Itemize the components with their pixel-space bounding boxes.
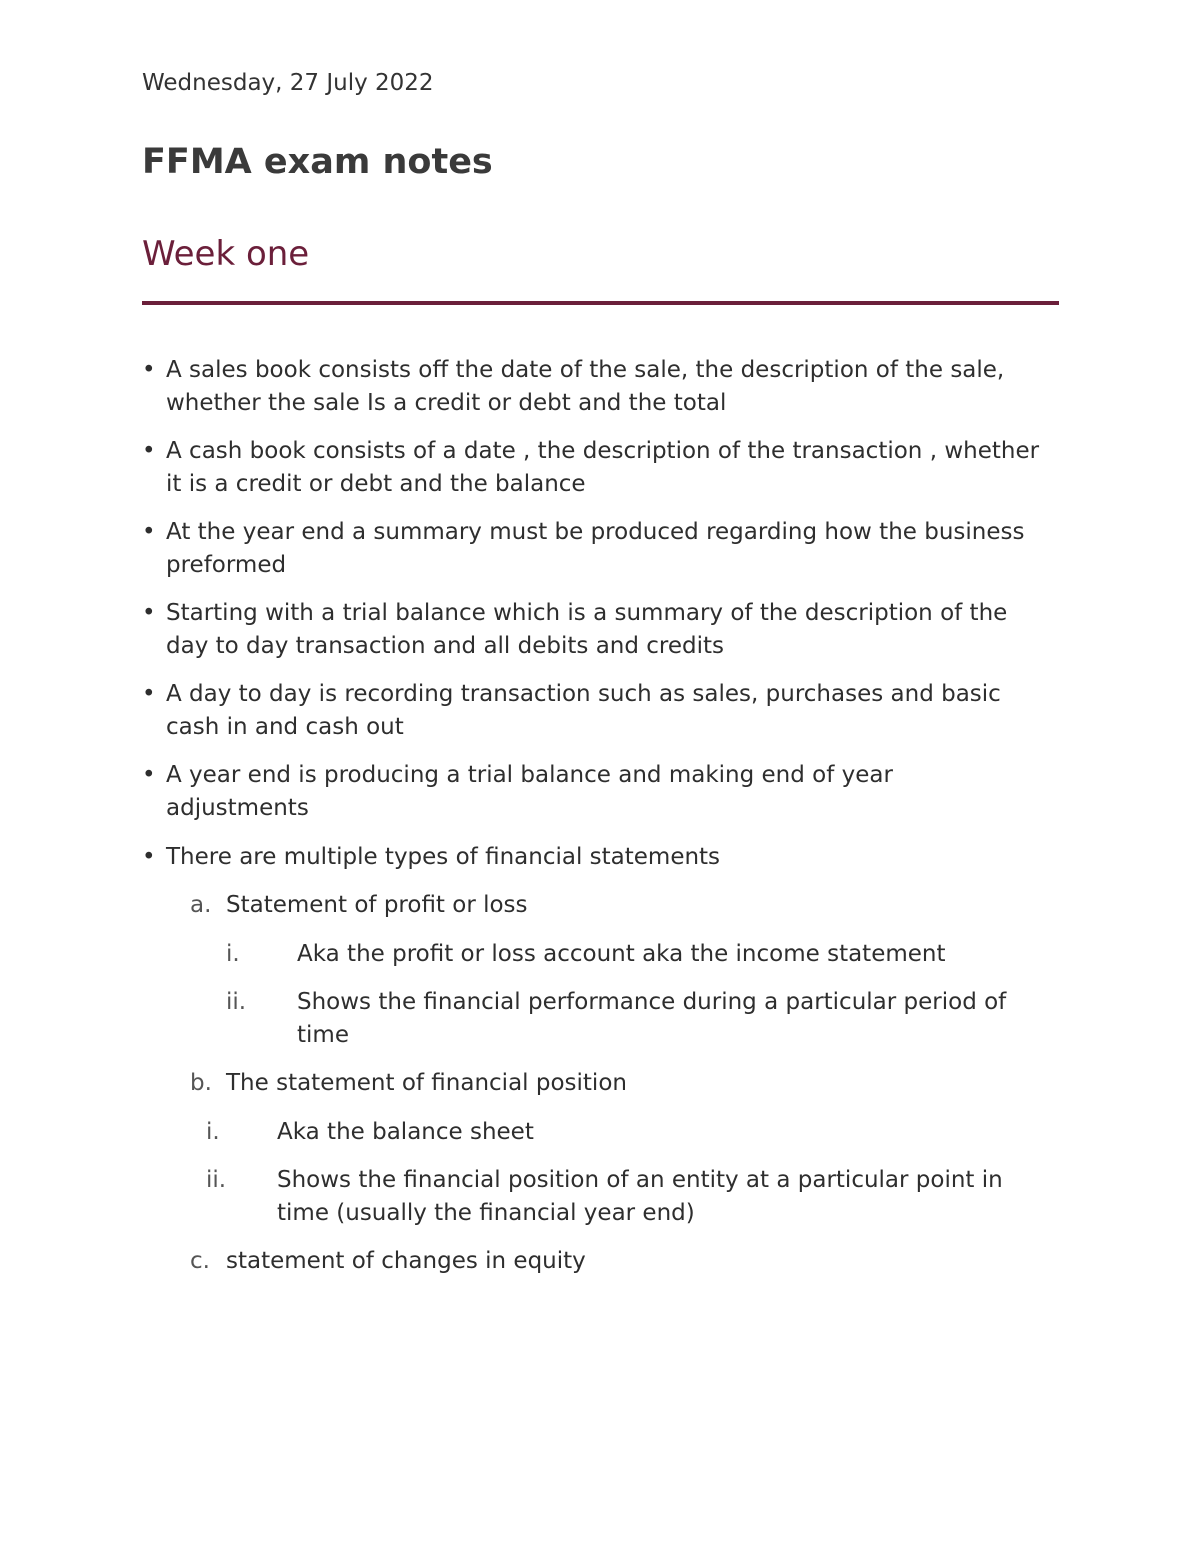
page-title: FFMA exam notes [142, 142, 493, 182]
list-item: The statement of financial position [226, 1070, 627, 1096]
bullet-line: A day to day is recording transaction such as sales, purchases and basic [166, 681, 1001, 707]
bullet-line: A sales book consists off the date of the sale, the description of the sale, [166, 357, 1005, 383]
bullet-marker: • [142, 844, 156, 870]
bullet-line: A year end is producing a trial balance and making end of year [166, 762, 893, 788]
list-marker: a. [190, 892, 212, 918]
list-item: time (usually the financial year end) [277, 1200, 695, 1226]
bullet-line: Starting with a trial balance which is a summary of the description of the [166, 600, 1008, 626]
list-item: Aka the balance sheet [277, 1119, 534, 1145]
list-marker: c. [190, 1248, 210, 1274]
list-marker: ii. [206, 1167, 227, 1193]
list-item: Aka the profit or loss account aka the income statement [297, 941, 946, 967]
bullet-line: it is a credit or debt and the balance [166, 471, 586, 497]
document-date: Wednesday, 27 July 2022 [142, 70, 434, 96]
list-item: statement of changes in equity [226, 1248, 586, 1274]
bullet-line: A cash book consists of a date , the description of the transaction , whether [166, 438, 1040, 464]
heading-divider [142, 301, 1059, 305]
list-item: Shows the financial performance during a particular period of [297, 989, 1007, 1015]
list-item: time [297, 1022, 349, 1048]
section-heading: Week one [142, 234, 310, 274]
bullet-marker: • [142, 438, 156, 464]
list-marker: i. [226, 941, 240, 967]
bullet-marker: • [142, 600, 156, 626]
list-marker: i. [206, 1119, 220, 1145]
bullet-marker: • [142, 357, 156, 383]
bullet-marker: • [142, 762, 156, 788]
bullet-line: day to day transaction and all debits and credits [166, 633, 725, 659]
bullet-line: preformed [166, 552, 287, 578]
bullet-line: At the year end a summary must be produced regarding how the business [166, 519, 1025, 545]
list-marker: b. [190, 1070, 212, 1096]
bullet-line: adjustments [166, 795, 309, 821]
list-marker: ii. [226, 989, 247, 1015]
bullet-marker: • [142, 681, 156, 707]
list-item: Shows the financial position of an entity at a particular point in [277, 1167, 1003, 1193]
bullet-line: cash in and cash out [166, 714, 404, 740]
bullet-marker: • [142, 519, 156, 545]
list-item: Statement of profit or loss [226, 892, 528, 918]
bullet-line: whether the sale Is a credit or debt and the total [166, 390, 727, 416]
bullet-line: There are multiple types of financial statements [166, 844, 721, 870]
